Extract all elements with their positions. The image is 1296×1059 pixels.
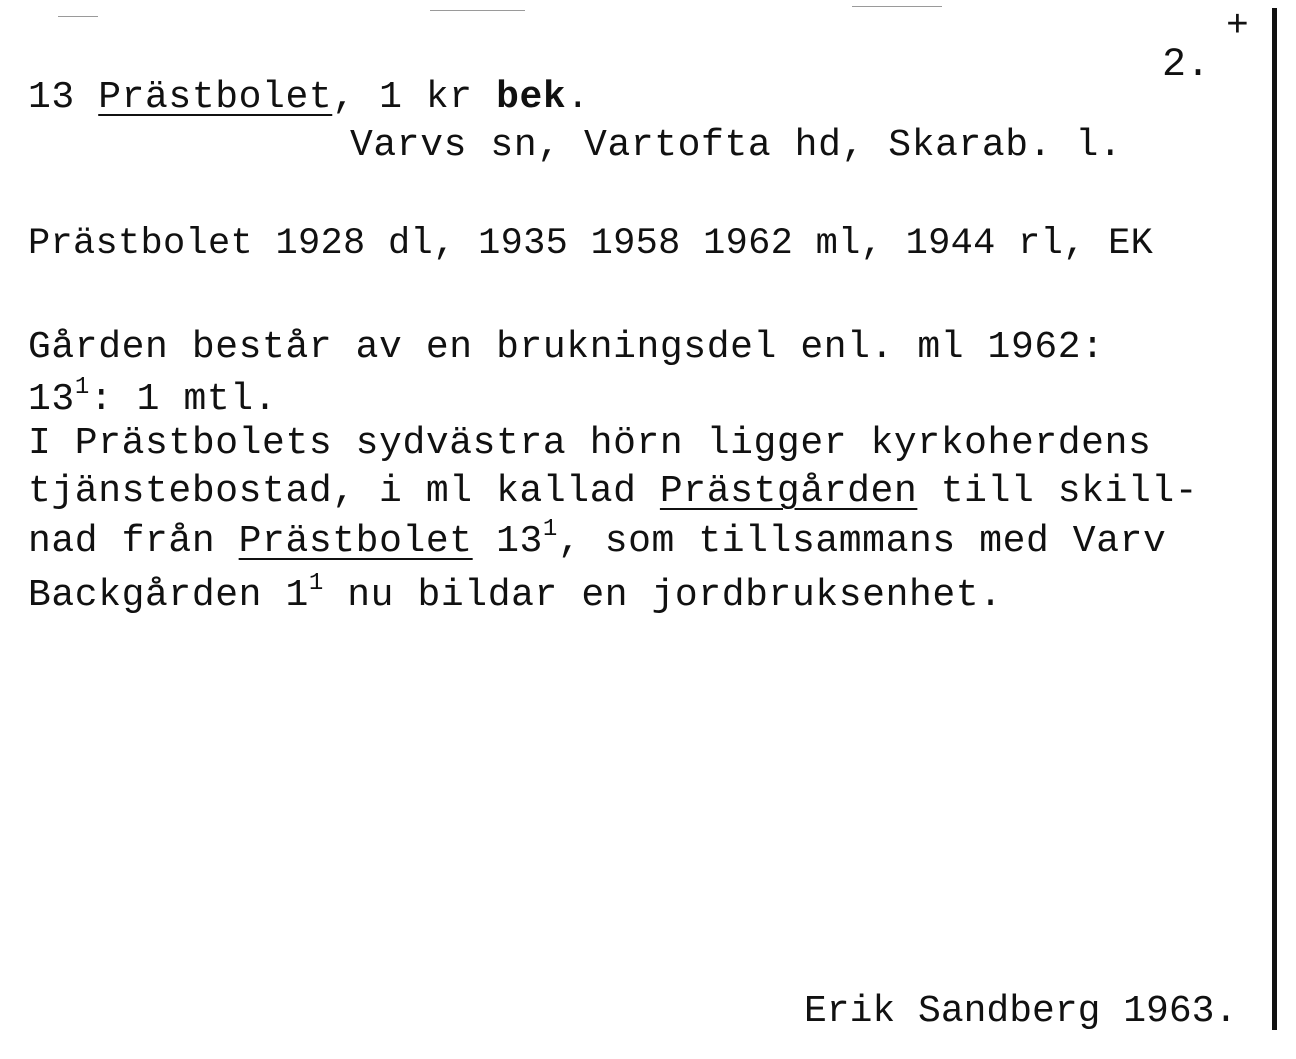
body-line-5 <box>28 516 1167 564</box>
header-line <box>28 76 590 120</box>
body-line-6-start: Backgården 1 <box>28 574 309 617</box>
signature: Erik Sandberg 1963. <box>804 990 1238 1033</box>
body-line-5-start: nad från <box>28 520 239 563</box>
unit-number: 13 <box>28 378 75 421</box>
body-line-2 <box>28 374 278 422</box>
scan-speck <box>430 10 525 11</box>
body-line-3: I Prästbolets sydvästra hörn ligger kyrkoherdens <box>28 422 1152 465</box>
body-line-1: Gården består av en brukningsdel enl. ml 1962: <box>28 326 1105 369</box>
header-rest: , 1 kr <box>332 76 497 119</box>
location-line: Varvs sn, Vartofta hd, Skarab. l. <box>350 124 1123 167</box>
header-name: Prästbolet <box>98 76 333 119</box>
unit-text: : 1 mtl. <box>89 378 278 421</box>
body-line-4 <box>28 470 1198 514</box>
body-line-6-superscript: 1 <box>308 570 324 597</box>
header-bek: bek <box>496 76 567 119</box>
scan-speck <box>852 6 942 7</box>
body-line-5-superscript: 1 <box>542 516 558 543</box>
maps-line: Prästbolet 1928 dl, 1935 1958 1962 ml, 1944 rl, EK <box>28 223 1154 265</box>
body-line-4-end: till skill- <box>917 470 1199 513</box>
prastgarden-term: Prästgården <box>659 470 918 513</box>
page-number: 2. <box>1162 43 1211 88</box>
unit-superscript: 1 <box>74 374 90 401</box>
header-number: 13 <box>28 76 75 119</box>
body-line-4-start: tjänstebostad, i ml kallad <box>28 470 660 513</box>
card-edge-line <box>1272 8 1277 1030</box>
body-line-6-end: nu bildar en jordbruksenhet. <box>323 574 1003 617</box>
scan-speck <box>58 16 98 17</box>
body-line-6 <box>28 570 1003 618</box>
body-line-5-number: 13 <box>472 520 543 563</box>
body-line-5-end: , som tillsammans med Varv <box>557 520 1167 563</box>
header-rest-end: . <box>566 76 590 119</box>
plus-mark: + <box>1226 5 1249 48</box>
prastbolet-term: Prästbolet <box>238 520 473 563</box>
